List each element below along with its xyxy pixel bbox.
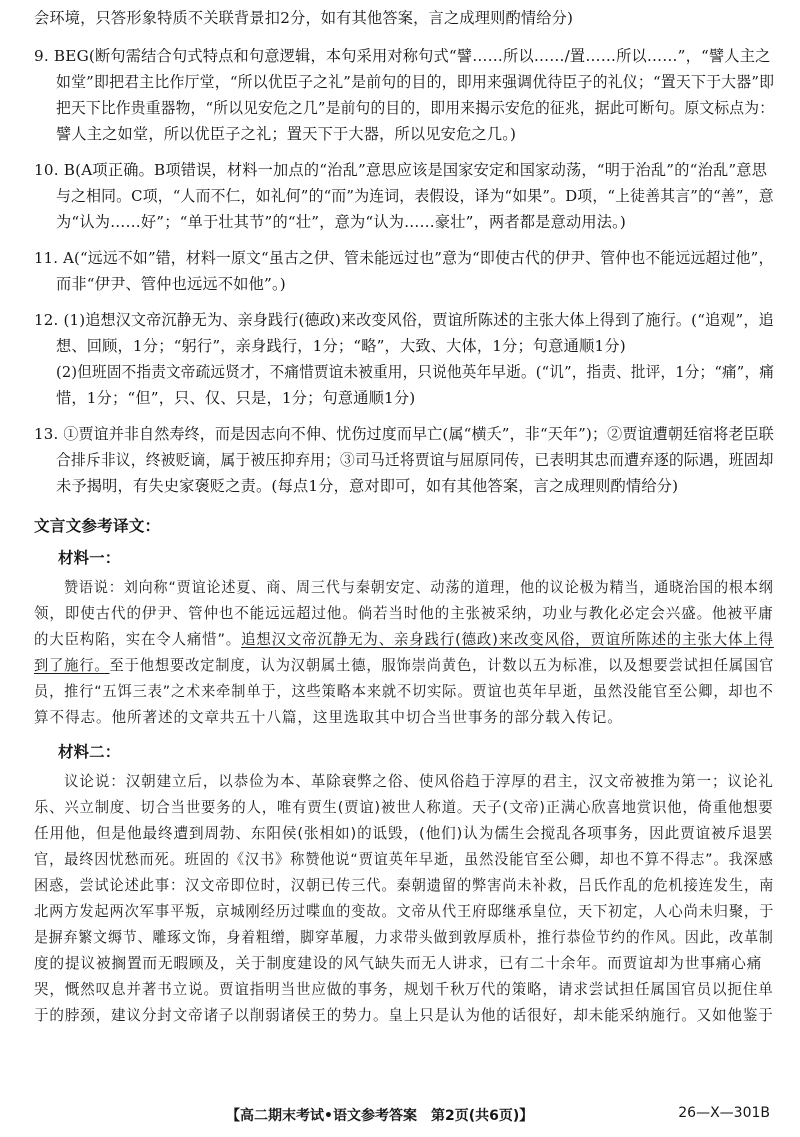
material-2-line: 议论说：汉朝建立后，以恭俭为本、革除衰弊之俗、使风俗趋于淳厚的君主，汉文帝被推为第一；议论礼 (64, 773, 774, 790)
material-1-line: 员，推行“五饵三表”之术来牵制单于，这些策略本来就不切实际。贾谊也英年早逝，虽然没能官至公卿，却也不 (34, 683, 774, 700)
material-1-line (34, 630, 774, 650)
material-1-text: 至于他想要改定制度，认为汉朝属土德，服饰崇尚黄色，计数以五为标准，以及想要尝试担任属国官 (109, 657, 775, 674)
answer-11-line: 而非“伊尹、管仲也远远不如他”。) (56, 275, 286, 293)
answer-8-tail-line: 会环境，只答形象特质不关联背景扣2分，如有其他答案，言之成理则酌情给分) (34, 9, 574, 27)
material-2-line: 于的脖颈，建议分封文帝诸子以削弱诸侯王的势力。皇上只是认为他的话很好，却未能采纳施行。又如他鉴于 (34, 1007, 774, 1024)
material-2-line: 官，最终因忧愁而死。班固的《汉书》称赞他说“贾谊英年早逝，虽然没能官至公卿，却也不算不得志”。我深感 (34, 851, 774, 868)
answer-13-line: 未予揭明，有失史家褒贬之责。(每点1分，意对即可，如有其他答案，言之成理则酌情给分) (56, 477, 679, 495)
answer-12-line: 想、回顾，1分；“躬行”，亲身践行，1分；“略”，大致、大体，1分；句意通顺1分) (56, 337, 626, 355)
material-2-line: 任用他，但是他最终遭到周勃、东阳侯(张相如)的诋毁，(他们)认为儒生会搅乱各项事务，因此贾谊被斥退罢 (34, 825, 774, 842)
answer-9-line: 譬人主之如堂，所以优臣子之礼；置天下于大器，所以见安危之几。) (56, 125, 517, 143)
material-1-line (34, 656, 774, 676)
footer-code: 26—X—301B (678, 1105, 770, 1121)
answer-12-line: 惜，1分；“但”，只、仅、只是，1分；句意通顺1分) (56, 389, 416, 407)
answer-10-line: 10. B(A项正确。B项错误，材料一加点的“治乱”意思应该是国家安定和国家动荡，“明于治乱”的“治乱”意思 (34, 161, 768, 179)
answer-13-line: 13. ①贾谊并非自然寿终，而是因志向不伸、忧伤过度而早亡(属“横夭”，非“天年”)；②贾谊遭朝廷宿将老臣联 (34, 425, 774, 443)
material-1-line: 赞语说：刘向称“贾谊论述夏、商、周三代与秦朝安定、动荡的道理，他的议论极为精当，通晓治国的根本纲 (64, 579, 774, 596)
material-1-line: 算不得志。他所著述的文章共五十八篇，这里选取其中切合当世事务的部分载入传记。 (34, 709, 623, 726)
answer-9-line: 9. BEG(断句需结合句式特点和句意逻辑，本句采用对称句式“譬……所以……/置……所以……”，“譬人主之 (34, 47, 771, 65)
material-2-line: 哭，慨然叹息并著书立说。贾谊指明当世应做的事务，规划千秋万代的策略，请求尝试担任属国官员以扼住单 (34, 981, 774, 998)
answer-9-line: 如堂”即把君主比作厅堂，“所以优臣子之礼”是前句的目的，即用来强调优待臣子的礼仪；“置天下于大器”即 (56, 73, 775, 91)
footer-title: 【高二期末考试•语文参考答案 第2页(共6页)】 (226, 1108, 534, 1124)
answer-13-line: 合排斥非议，终被贬谪，属于被压抑弃用；③司马迁将贾谊与屈原同传，已表明其忠而遭弃逐的际遇，班固却 (56, 451, 774, 469)
material-1-underlined-sentence: 追想汉文帝沉静无为、亲身践行(德政)来改变风俗，贾谊所陈述的主张大体上得 (241, 631, 774, 648)
material-2-line: 乐、兴立制度、切合当世要务的人，唯有贾生(贾谊)被世人称道。天子(文帝)正满心欣喜地赏识他，倚重他想要 (34, 799, 774, 816)
material-2-line: 困惑，尝试论述此事：汉文帝即位时，汉朝已传三代。秦朝遗留的弊害尚未补救，吕氏作乱的危机接连发生，南 (34, 877, 775, 894)
answer-10-line: 与之相同。C项，“人而不仁，如礼何”的“而”为连词，表假设，译为“如果”。D项，“上徒善其言”的“善”，意 (56, 187, 774, 205)
material-1-text: 的大臣构陷，实在令人痛惜”。 (34, 631, 242, 648)
answer-10-line: 为“认为……好”；“单于壮其节”的“壮”，意为“认为……豪壮”，两者都是意动用法。) (56, 213, 627, 231)
material-2-line: 度的提议被搁置而无暇顾及，关于制度建设的风气缺失而无人讲求，已有二十余年。而贾谊却为世事痛心痛 (34, 955, 763, 972)
answer-9-line: 把天下比作贵重器物，“所以见安危之几”是前句的目的，即用来揭示安危的征兆，据此可断句。原文标点为： (56, 99, 775, 117)
page-footer (0, 1103, 800, 1127)
material-1-title: 材料一： (58, 549, 121, 567)
answer-12-line: (2)但班固不指责文帝疏远贤才，不痛惜贾谊未被重用，只说他英年早逝。(“讥”，指责、批评，1分；“痛”，痛 (56, 363, 775, 381)
material-2-title: 材料二： (58, 743, 121, 761)
answer-11-line: 11. A(“远远不如”错，材料一原文“虽古之伊、管未能远过也”意为“即使古代的伊尹、管仲也不能远远超过他”， (34, 249, 774, 267)
material-1-line: 领，即使古代的伊尹、管仲也不能远远超过他。倘若当时他的主张被采纳，功业与教化必定会兴盛。他被平庸 (34, 605, 774, 622)
material-2-line: 是摒弃繁文缛节、雕琢文饰，身着粗缯，脚穿革履，力求带头做到敦厚质朴，推行恭俭节约的作风。因此，改革制 (34, 929, 774, 946)
answer-12-line: 12. (1)追想汉文帝沉静无为、亲身践行(德政)来改变风俗，贾谊所陈述的主张大体上得到了施行。(“追观”，追 (34, 311, 774, 329)
material-2-line: 北两方发起两次军事平叛，京城刚经历过喋血的变故。文帝从代王府邸继承皇位，天下初定，人心尚未归聚，于 (34, 903, 775, 920)
translation-heading: 文言文参考译文： (34, 516, 161, 535)
material-1-underlined-sentence: 到了施行。 (34, 657, 110, 674)
